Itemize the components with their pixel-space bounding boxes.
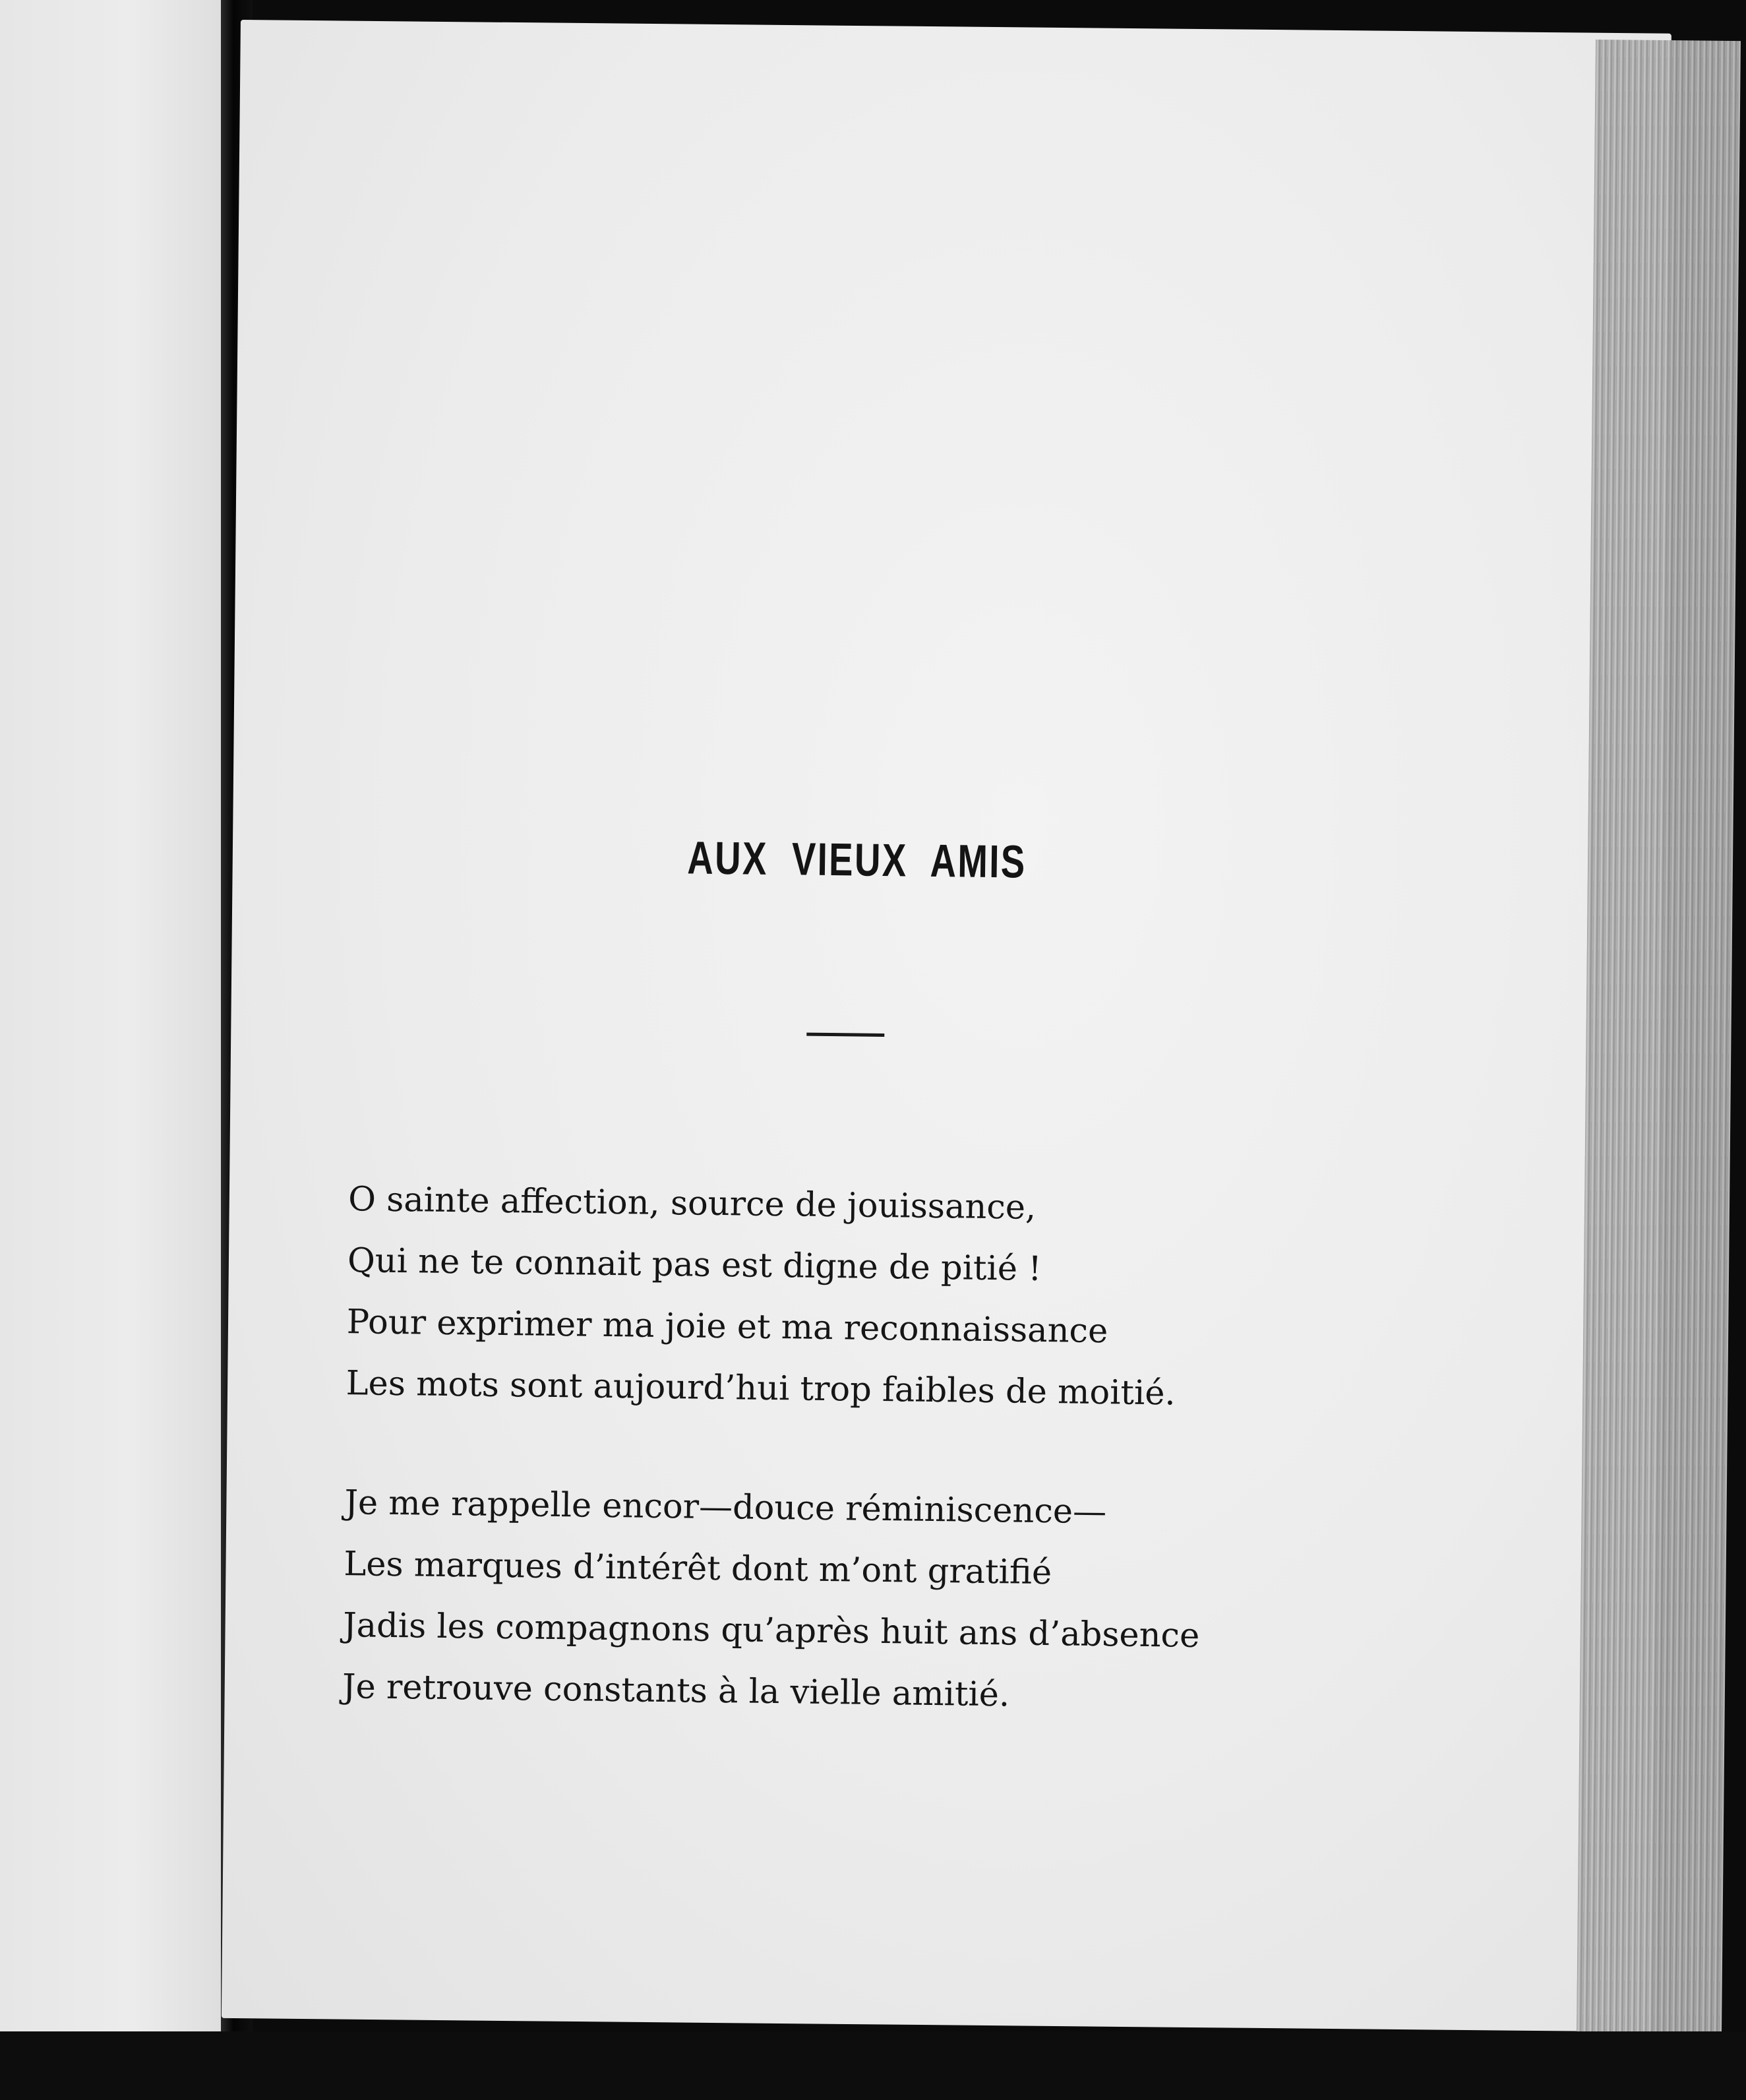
title-divider <box>806 1033 884 1037</box>
stanza <box>346 1169 1469 1428</box>
scan-border <box>0 2031 1746 2100</box>
poem-line: Je retrouve constants à la vielle amitié. <box>342 1667 1010 1715</box>
poem-line: Jadis les compagnons qu’après huit ans d’absence <box>342 1606 1200 1655</box>
poem-body <box>341 1169 1469 1789</box>
poem-line: Qui ne te connait pas est digne de pitié ! <box>347 1241 1042 1289</box>
page-content <box>216 20 1671 2035</box>
stanza <box>342 1472 1466 1731</box>
previous-page <box>0 0 221 2100</box>
poem-line: Je me rappelle encor—douce réminiscence— <box>344 1483 1107 1532</box>
poem-title: AUX VIEUX AMIS <box>686 832 1027 888</box>
poem-line: Les marques d’intérêt dont m’ont gratifié <box>344 1545 1052 1593</box>
poem-line: O sainte affection, source de jouissance, <box>347 1180 1037 1227</box>
poem-line: Pour exprimer ma joie et ma reconnaissance <box>346 1303 1108 1351</box>
poem-line: Les mots sont aujourd’hui trop faibles de moitié. <box>346 1364 1176 1413</box>
